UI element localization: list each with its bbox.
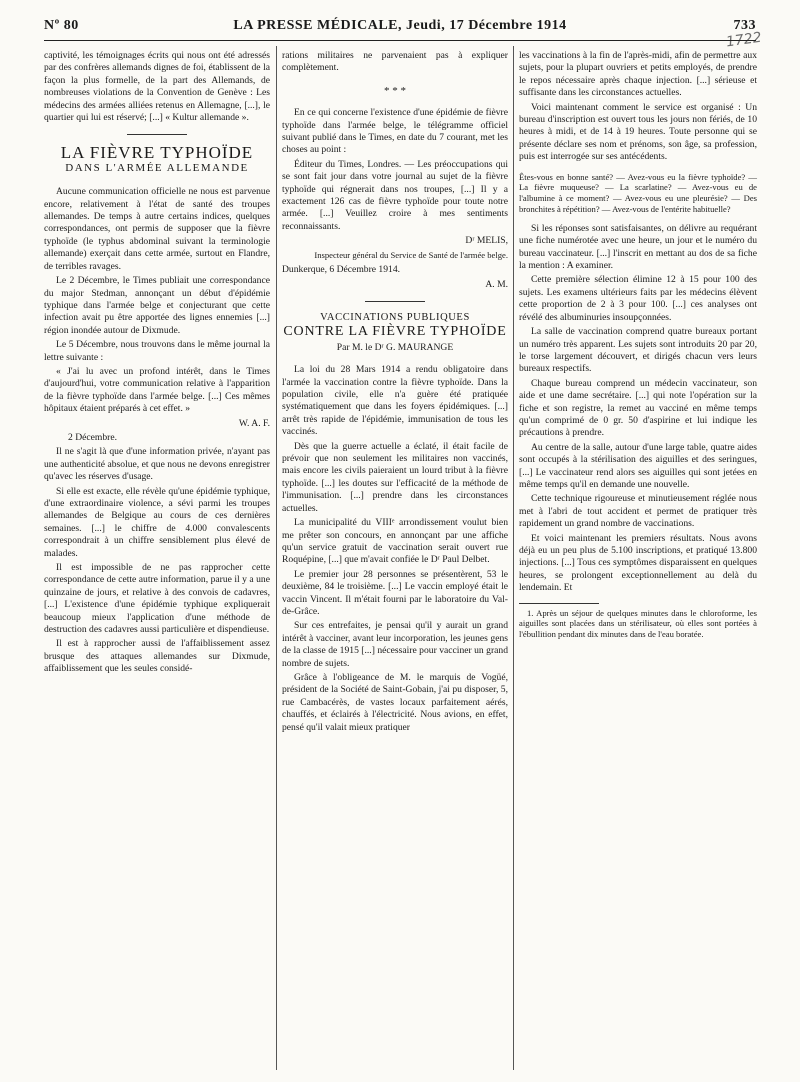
paragraph: Cette première sélection élimine 12 à 15 pour 100 des sujets. Les examens ultérieurs faits par les médecins élèvent cette proportion de 2 à 3 pour 100. [...] ces analyses ont révélé des albuminuries insoupçonnées. <box>519 274 757 323</box>
paragraph: Le 5 Décembre, nous trouvons dans le même journal la lettre suivante : <box>44 339 270 363</box>
paragraph: La municipalité du VIIIᵉ arrondissement voulut bien me prêter son concours, en annonçant par une affiche qu'un service gratuit de vaccination serait ouvert rue Roquépine, [...] que m'avait confiée le Dʳ Paul Delbet. <box>282 517 508 566</box>
paragraph: Chaque bureau comprend un médecin vaccinateur, son aide et une dame secrétaire. [...] qui note l'opération sur la fiche et son registre, la remet au vacciné en même temps qu'un comprimé de 0 gr. 50 d'aspirine et lui indique les précautions à prendre. <box>519 377 757 439</box>
article-author: Par M. le Dʳ G. MAURANGE <box>336 341 454 353</box>
footnote-rule <box>519 603 599 604</box>
header-rule <box>44 40 756 41</box>
paragraph: Cette technique rigoureuse et minutieusement réglée nous met à l'abri de tout accident et permet de pratiquer très rapidement un grand nombre de vaccinations. <box>519 493 757 530</box>
paragraph: Dès que la guerre actuelle a éclaté, il était facile de prévoir que non seulement les militaires non vaccinés, mais encore les civils paieraient un lourd tribut à la fièvre typhoïde. [...] les doutes sur l'efficacité de la méthode de l'immunisation. [...] prendre dans les circonstances actuelles. <box>282 440 508 514</box>
article-subtitle: DANS L'ARMÉE ALLEMANDE <box>65 161 249 174</box>
paragraph: La salle de vaccination comprend quatre bureaux portant un numéro très apparent. Les sujets sont introduits 20 par 20, le torse largement découvert, et dirigés chacun vers leurs bureaux respectifs. <box>519 326 757 375</box>
paragraph-continued: les vaccinations à la fin de l'après-midi, afin de permettre aux sujets, pour la plupart ouvriers et petits employés, de prendre le repos nécessaire après chaque injection. [...] sérieuse et suffisante dans les circonstances actuelles. <box>519 50 757 99</box>
article-title: CONTRE LA FIÈVRE TYPHOÏDE <box>283 324 507 340</box>
section-divider <box>127 134 187 135</box>
paragraph: Grâce à l'obligeance de M. le marquis de Vogüé, président de la Société de Saint-Gobain, j'ai pu disposer, 5, rue Cambacérès, de vastes locaux parfaitement aérés, chauffés, et éclairés à l'électricité. Nous avions, en effet, pensé qu'il valait mieux pratiquer <box>282 671 508 733</box>
column-3 <box>519 50 757 641</box>
paragraph-continued: captivité, les témoignages écrits qui nous ont été adressés par des confrères allemands dignes de foi, établissent de la façon la plus formelle, de la part des Allemands, de nombreuses violations de la Convention de Genève : Les médecins des armées alliées retenus en Allemagne, [...], le quartier qui lui est réservé; [...] « Kultur allemande ». <box>44 50 270 124</box>
paragraph: Si elle est exacte, elle révèle qu'une épidémie typhique, d'une extraordinaire violence, a sévi parmi les troupes allemandes de Belgique au cours de ces dernières semaines. [...] le chiffre de 4.000 convalescents correspondrait à un chiffre sensiblement plus élevé de malades. <box>44 485 270 559</box>
footnote: 1. Après un séjour de quelques minutes dans le chloroforme, les aiguilles sont placées dans un stérilisateur, où elles sont portées à l'ébullition pendant dix minutes dans de l'eau boratée. <box>519 607 757 639</box>
paragraph: Au centre de la salle, autour d'une large table, quatre aides sont occupés à la stérilisation des aiguilles et des seringues, [...] Le vaccinateur rend alors ses aiguilles qui sont jetées en même temps qu'il en demande une nouvelle. <box>519 441 757 490</box>
letter-date: 2 Décembre. <box>68 431 118 443</box>
author-initials: A. M. <box>485 278 508 290</box>
column-separator-1 <box>276 46 277 1070</box>
column-2 <box>282 50 508 736</box>
handwritten-folio-note: 1722 <box>725 29 763 51</box>
letter-signature: W. A. F. <box>238 417 270 429</box>
section-stars: * * * <box>384 84 406 97</box>
column-1 <box>44 50 270 678</box>
paragraph: Le 2 Décembre, le Times publiait une correspondance du major Stedman, annonçant un début d'épidémie typhique dans l'armée belge et conjecturant que cette infection avait pu être apportée des lignes ennemies [...] région inondée autour de Dixmude. <box>44 275 270 336</box>
paragraph: Le premier jour 28 personnes se présentèrent, 53 le deuxième, 84 le troisième. [...] Le vaccin employé était le vaccin Vincent. Il m'était fourni par le laboratoire du Val-de-Grâce. <box>282 568 508 617</box>
telegram-signature: Dʳ MELIS, <box>465 235 508 247</box>
paragraph: En ce qui concerne l'existence d'une épidémie de fièvre typhoïde dans l'armée belge, le télégramme officiel suivant publié dans le Times, en date du 7 courant, met les choses au point : <box>282 107 508 156</box>
paragraph-continued: rations militaires ne parvenaient pas à expliquer complètement. <box>282 50 508 74</box>
issue-number: Nº 80 <box>44 18 79 33</box>
quoted-letter: « J'ai lu avec un profond intérêt, dans le Times d'aujourd'hui, votre communication relative à l'apparition de la fièvre typhoïde dans l'armée belge. [...] Ces mêmes hôpitaux étaient préparés à cet effet. » <box>44 365 270 415</box>
paragraph: Aucune communication officielle ne nous est parvenue encore, relativement à l'état de santé des troupes allemandes. De temps à autre certains indices, quelques correspondances, ont permis de supposer que la fièvre typhoïde (le typhus abdominal suivant la terminologie allemande) exerçait dans cette armée, surtout en Flandre, de terribles ravages. <box>44 186 270 272</box>
paragraph: Et voici maintenant les premiers résultats. Nous avons déjà eu un peu plus de 5.100 inscriptions, et pratiqué 13.800 injections. [...] Tous ces symptômes disparaissent en quelques heures, se prolongent exceptionnellement au delà du lendemain. Et <box>519 532 757 594</box>
signatory-title: Inspecteur général du Service de Santé de l'armée belge. <box>314 249 508 260</box>
telegram-text: Éditeur du Times, Londres. — Les préoccupations qui se sont fait jour dans votre journal au sujet de la fièvre typhoïde qui régnerait dans nos troupes, [...] Il y a exactement 126 cas de fièvre typhoïde pour toute notre armée. [...] Veuillez croire à mes sentiments reconnaissants. <box>282 158 508 232</box>
paragraph: Si les réponses sont satisfaisantes, on délivre au requérant une fiche numérotée avec une heure, un jour et le numéro du bureau vaccinateur. [...] l'inscrit en mettant au dos de sa fiche la mention : A examiner. <box>519 222 757 272</box>
article-title: LA FIÈVRE TYPHOÏDE <box>60 143 254 163</box>
questionnaire: Êtes-vous en bonne santé? — Avez-vous eu la fièvre typhoïde? — La fièvre muqueuse? — La scarlatine? — Avez-vous eu de l'albumine à ce moment? — Avez-vous eu une pleurésie? — Des bronchites à répétition? — Avez-vous de l'entérite habituelle? <box>519 171 757 215</box>
paragraph: Sur ces entrefaites, je pensai qu'il y aurait un grand intérêt à vacciner, avant leur incorporation, les jeunes gens de la classe de 1915 [...] nécessaire pour vacciner un grand nombre de sujets. <box>282 620 508 669</box>
telegram-place-date: Dunkerque, 6 Décembre 1914. <box>282 264 401 276</box>
journal-title: LA PRESSE MÉDICALE, Jeudi, 17 Décembre 1914 <box>233 18 567 33</box>
paragraph: La loi du 28 Mars 1914 a rendu obligatoire dans l'armée la vaccination contre la fièvre typhoïde. Dans la population civile, elle n'a guère été pratiquée systématiquement que dans les foyers épidémiques. [...] arrêt très rapide de l'épidémie, immunisation de tous les vaccinés. <box>282 364 508 438</box>
column-separator-2 <box>513 46 514 1070</box>
paragraph: Il ne s'agit là que d'une information privée, n'ayant pas une authenticité absolue, et que nous ne devons enregistrer qu'avec les réserves d'usage. <box>44 446 270 483</box>
paragraph: Il est impossible de ne pas rapprocher cette correspondance de cette autre information, parue il y a une quinzaine de jours, et relative à des convois de cadavres, [...] L'existence d'une épidémie typhique expliquerait beaucoup mieux l'application d'une méthode de destruction des cadavres aussi particulière et dispendieuse. <box>44 562 270 636</box>
article-kicker: VACCINATIONS PUBLIQUES <box>320 312 470 323</box>
page-number: 733 <box>733 18 756 33</box>
masthead <box>44 16 756 38</box>
paragraph: Voici maintenant comment le service est organisé : Un bureau d'inscription est ouvert tous les jours non fériés, de 10 heures à midi, et de 14 à 19 heures. Toute personne qui se présente déclare ses nom et prénoms, son âge, sa profession, puis est interrogée sur ses antécédents. <box>519 101 757 163</box>
section-divider <box>365 301 425 302</box>
paragraph: Il est à rapprocher aussi de l'affaiblissement assez brusque des attaques allemandes sur Dixmude, affaiblissement que les seules considé- <box>44 638 270 675</box>
